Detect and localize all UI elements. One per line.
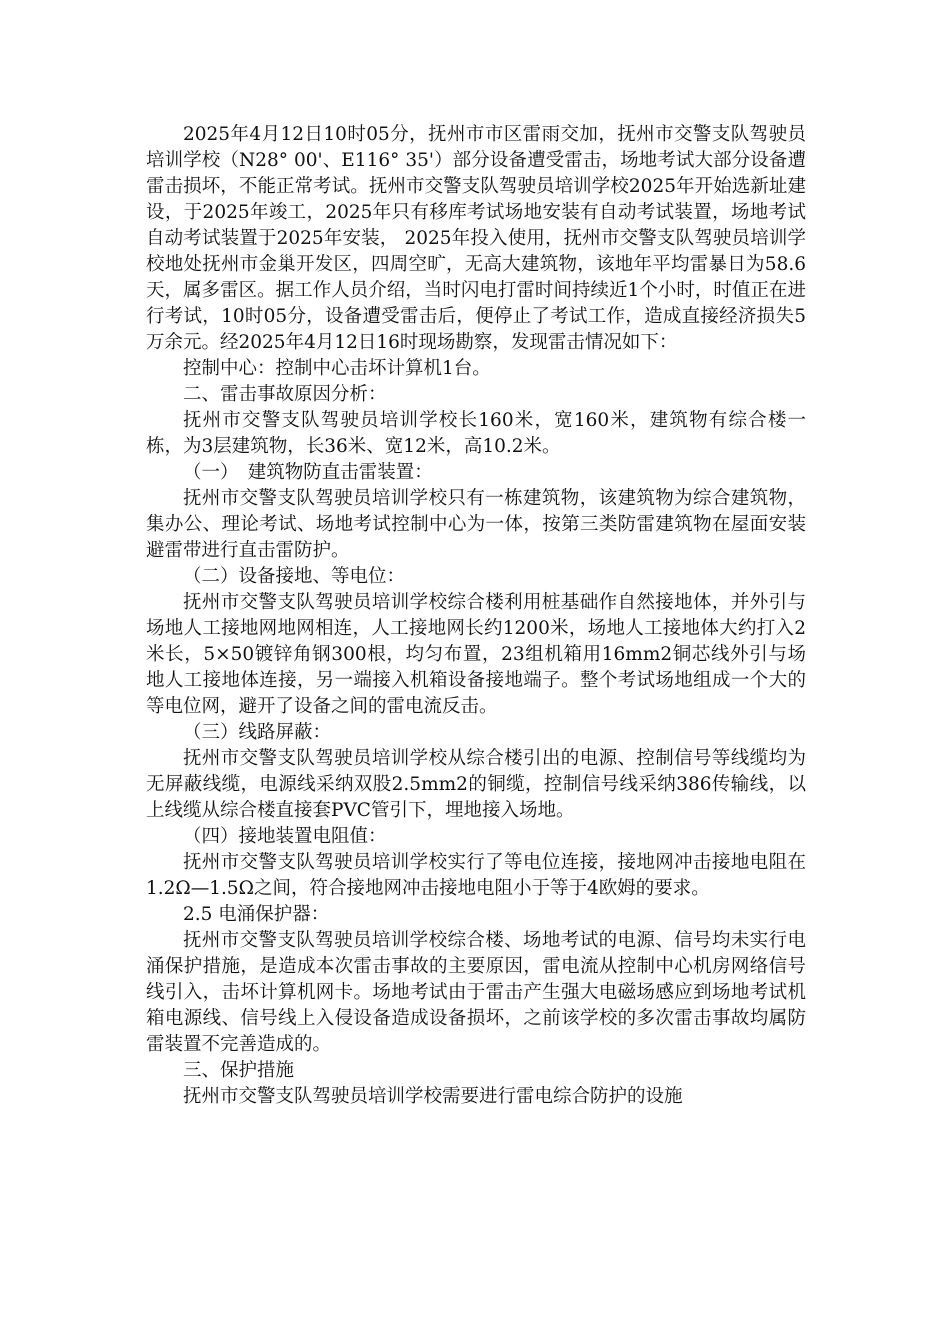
heading-cause-analysis: 二、雷击事故原因分析：	[183, 384, 387, 405]
heading-shielding: （三）线路屏蔽：	[183, 722, 332, 743]
heading-direct-lightning: （一） 建筑物防直击雷装置：	[183, 462, 433, 483]
document-body	[146, 122, 806, 1110]
paragraph-protection-measures: 抚州市交警支队驾驶员培训学校需要进行雷电综合防护的设施	[183, 1086, 683, 1107]
heading-protection-measures: 三、保护措施	[183, 1060, 295, 1081]
heading-resistance: （四）接地装置电阻值：	[183, 826, 387, 847]
heading-grounding: （二）设备接地、等电位：	[183, 566, 406, 587]
paragraph-direct-lightning: 抚州市交警支队驾驶员培训学校只有一栋建筑物，该建筑物为综合建筑物，集办公、理论考试、场地考试控制中心为一体，按第三类防雷建筑物在屋面安装避雷带进行直击雷防护。	[146, 488, 806, 561]
paragraph-control-center: 控制中心：控制中心击坏计算机1台。	[183, 358, 491, 379]
paragraph-shielding: 抚州市交警支队驾驶员培训学校从综合楼引出的电源、控制信号等线缆均为无屏蔽线缆，电源线采纳双股2.5mm2的铜缆，控制信号线采纳386传输线，以上线缆从综合楼直接套PVC管引下，埋地接入场地。	[146, 748, 806, 821]
paragraph-school-size: 抚州市交警支队驾驶员培训学校长160米，宽160米，建筑物有综合楼一栋，为3层建筑物，长36米、宽12米，高10.2米。	[146, 410, 806, 457]
paragraph-resistance: 抚州市交警支队驾驶员培训学校实行了等电位连接，接地网冲击接地电阻在1.2Ω—1.5Ω之间，符合接地网冲击接地电阻小于等于4欧姆的要求。	[146, 852, 806, 899]
paragraph-incident: 2025年4月12日10时05分，抚州市市区雷雨交加，抚州市交警支队驾驶员培训学校（N28° 00'、E116° 35'）部分设备遭受雷击，场地考试大部分设备遭雷击损坏，不能正常考试。抚州市交警支队驾驶员培训学校2025年开始选新址建设，于2025年竣工，2025年只有移库考试场地安装有自动考试装置，场地考试自动考试装置于2025年安装， 2025年投入使用，抚州市交警支队驾驶员培训学校地处抚州市金巢开发区，四周空旷，无高大建筑物，该地年平均雷暴日为58.6天，属多雷区。据工作人员介绍，当时闪电打雷时间持续近1个小时，时值正在进行考试，10时05分，设备遭受雷击后，便停止了考试工作，造成直接经济损失5万余元。经2025年4月12日16时现场勘察，发现雷击情况如下：	[146, 124, 806, 353]
heading-surge-protector: 2.5 电涌保护器：	[183, 904, 330, 925]
paragraph-surge-protector: 抚州市交警支队驾驶员培训学校综合楼、场地考试的电源、信号均未实行电涌保护措施，是造成本次雷击事故的主要原因，雷电流从控制中心机房网络信号线引入，击坏计算机网卡。场地考试由于雷击产生强大电磁场感应到场地考试机箱电源线、信号线上入侵设备造成设备损坏，之前该学校的多次雷击事故均属防雷装置不完善造成的。	[146, 930, 806, 1055]
paragraph-grounding: 抚州市交警支队驾驶员培训学校综合楼利用桩基础作自然接地体，并外引与场地人工接地网地网相连，人工接地网长约1200米，场地人工接地体大约打入2米长，5×50镀锌角钢300根，均匀布置，23组机箱用16mm2铜芯线外引与场地人工接地体连接，另一端接入机箱设备接地端子。整个考试场地组成一个大的等电位网，避开了设备之间的雷电流反击。	[146, 592, 806, 717]
